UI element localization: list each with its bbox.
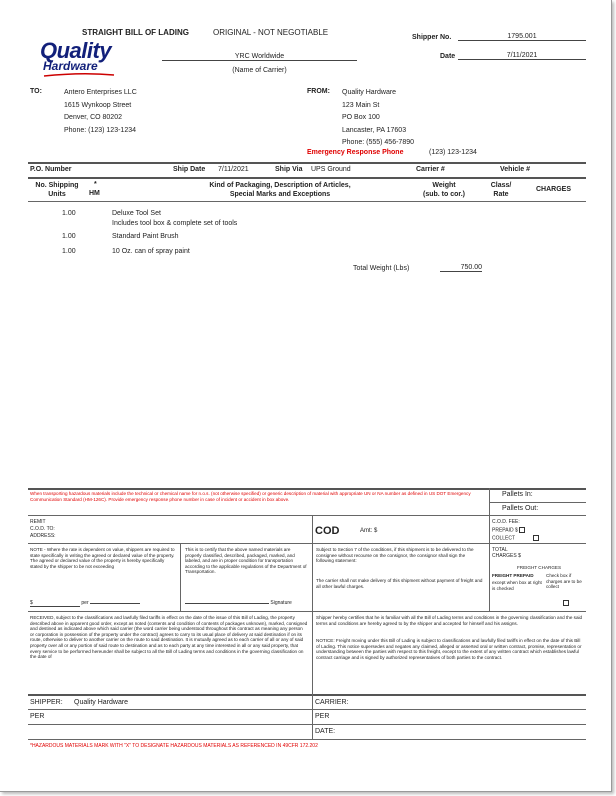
carrier-sign-label: CARRIER:	[315, 699, 349, 706]
signature-label: Signature	[270, 600, 292, 606]
carrier-caption: (Name of Carrier)	[232, 67, 287, 74]
cod-collect-option[interactable]	[492, 535, 539, 541]
cod-prepaid-option[interactable]	[492, 527, 525, 533]
logo-word-hardware: Hardware	[43, 59, 98, 73]
to-line: Phone: (123) 123-1234	[64, 126, 136, 134]
remit-label: REMIT	[30, 519, 46, 525]
prepaid-label: PREPAID $	[492, 527, 518, 534]
section-7-note: Subject to Section 7 of the conditions, if this shipment is to be delivered to the consignee without recourse on the consignor, the consignor shall sign the following statement:	[316, 547, 474, 564]
row-units: 1.00	[62, 248, 76, 255]
col-charges: CHARGES	[536, 186, 572, 193]
to-label: TO:	[30, 88, 42, 95]
cod-fee-label: C.O.D. FEE:	[492, 519, 520, 525]
po-number-label: P.O. Number	[30, 166, 72, 173]
ship-via-label: Ship Via	[275, 166, 303, 173]
document-title: STRAIGHT BILL OF LADING	[82, 28, 189, 37]
collect-charges-note: Check box if charges are to be collect	[546, 573, 582, 590]
row-description: Deluxe Tool Set	[112, 210, 161, 217]
col-hazmat-star: *	[94, 181, 97, 188]
ship-date-label: Ship Date	[173, 166, 206, 173]
row-units: 1.00	[62, 233, 76, 240]
pallets-out-label: Pallets Out:	[502, 505, 539, 512]
from-address	[342, 87, 414, 150]
certification-note: This is to certify that the above named materials are properly classified, described, packaged, marked, and labeled, and are in proper condition for transportation according to the applicable regulations of the Department of Transportation.	[185, 547, 307, 575]
date-label: Date	[440, 53, 456, 60]
cod-to-label: C.O.D. TO:	[30, 526, 55, 532]
from-line: Quality Hardware	[342, 89, 397, 96]
declared-value-fields: $ per	[30, 600, 140, 607]
hazmat-instructions: When transporting hazardous materials include the technical or chemical name for n.o.s. (not otherwise specified) or generic description of material with appropriate UN or NA number as defined in US DOT Emergency Communication Standard (HM-126C). Provide emergency response phone number in case of incident or accident in box above.	[30, 491, 471, 502]
from-line: PO Box 100	[342, 114, 380, 121]
shipper-certification: Shipper hereby certifies that he is familiar with all the Bill of Lading terms and conditions in the governing classification and the said terms and conditions are hereby agreed to by the shipper and accepted for himself and his assigns.	[316, 615, 583, 626]
collect-checkbox[interactable]	[533, 535, 539, 541]
col-shipping-units: No. Shipping Units	[35, 182, 79, 198]
shipper-sign-label: SHIPPER:	[30, 699, 63, 706]
carrier-number-label: Carrier #	[416, 166, 445, 173]
date-value: 7/11/2021	[458, 52, 586, 60]
document-subtitle: ORIGINAL - NOT NEGOTIABLE	[213, 28, 329, 37]
to-line: Antero Enterprises LLC	[64, 89, 137, 96]
shipper-sign-value: Quality Hardware	[74, 699, 129, 706]
total-weight-label: Total Weight (Lbs)	[353, 265, 410, 272]
freight-collect-checkbox[interactable]	[563, 600, 569, 606]
carrier-per-label: PER	[315, 713, 330, 720]
row-description: 10 Oz. can of spray paint	[112, 248, 190, 255]
emergency-phone-value: (123) 123-1234	[429, 149, 477, 156]
ship-date-value: 7/11/2021	[218, 166, 249, 173]
row-units: 1.00	[62, 210, 76, 217]
ship-via-value: UPS Ground	[311, 166, 351, 173]
shipper-per-label: PER	[30, 713, 45, 720]
to-line: 1615 Wynkoop Street	[64, 101, 132, 109]
declared-value-note: NOTE - Where the rate is dependent on value, shippers are required to state specifically in writing the agreed or declared value of the property. The agreed or declared value of the property is hereby specifically stated by the shipper to be not exceeding	[30, 547, 175, 569]
per-label: per	[81, 600, 89, 606]
col-hm: HM	[89, 190, 100, 197]
freight-notice: NOTICE: Freight moving under this Bill of Lading is subject to classifications and lawfully filed tariffs in effect on the date of this Bill of Lading. This notice supersedes and negates any claimed, alleged or asserted oral or written contract, promise, representation or understanding between the parties with respect to this freight, except to the extent of any written contract which establishes lawful contract carriage and is signed by authorized representatives of both parties to the contract.	[316, 638, 582, 660]
emergency-phone-label: Emergency Response Phone	[307, 149, 404, 156]
shipper-no-label: Shipper No.	[412, 34, 452, 41]
col-class-rate: Class/ Rate	[490, 182, 512, 198]
collect-label: COLLECT	[492, 535, 515, 542]
cod-amount-label: Amt: $	[360, 528, 378, 534]
from-label: FROM:	[307, 88, 330, 95]
shipper-no-value: 1795.001	[458, 33, 586, 41]
col-weight: Weight (sub. to cor.)	[423, 182, 465, 198]
logo-word-quality: Quality	[40, 38, 112, 63]
from-line: Phone: (555) 456-7890	[342, 139, 414, 146]
signature-field[interactable]	[185, 600, 292, 606]
freight-charges-label: FREIGHT CHARGES	[516, 565, 562, 570]
total-charges-label: TOTAL CHARGES $	[492, 547, 521, 559]
from-line: Lancaster, PA 17603	[342, 126, 407, 134]
to-line: Denver, CO 80202	[64, 114, 122, 121]
freight-prepaid-label: FREIGHT PREPAID	[492, 573, 534, 578]
address-label: ADDRESS:	[30, 533, 56, 539]
row-description: Standard Paint Brush	[112, 233, 179, 240]
prepaid-checkbox[interactable]	[519, 527, 525, 533]
pallets-in-label: Pallets In:	[502, 491, 533, 498]
from-line: 123 Main St	[342, 101, 380, 109]
row-description-detail: Includes tool box & complete set of tools	[112, 220, 238, 227]
carrier-name: YRC Worldwide	[162, 53, 357, 61]
col-description: Kind of Packaging, Description of Articles, Special Marks and Exceptions	[209, 182, 351, 198]
hazmat-marking-note: *HAZARDOUS MATERIALS MARK WITH "X" TO DESIGNATE HAZARDOUS MATERIALS AS REFERENCED IN 49CFR 172.202	[30, 743, 318, 749]
total-weight-value: 750.00	[440, 264, 482, 272]
to-address	[64, 87, 137, 137]
company-logo	[40, 38, 116, 78]
freight-prepaid-explanation: except when box at right is checked	[492, 580, 542, 591]
section-7-statement: The carrier shall not make delivery of this shipment without payment of freight and all other lawful charges.	[316, 578, 483, 589]
cod-label: COD	[315, 525, 340, 537]
vehicle-number-label: Vehicle #	[500, 166, 530, 173]
received-terms: RECEIVED, subject to the classifications and lawfully filed tariffs in effect on the date of the issue of this Bill of Lading, the property described above in apparent good order, except as noted (contents and condition of contents of packages unknown), marked, consigned and destined as indicated above which said carrier (the word carrier being understood throughout this contract as meaning any person or corporation in possession of the property under the contract) agrees to carry to its usual place of delivery at said destination if on its route, otherwise to deliver to another carrier on the route to said destination. It is mutually agreed as to each carrier of all or any of said property over all or any portion of said route to destination and as to each party at any time interested in all or any said property, that every service to be performed hereunder shall be subject to all the Bill of Lading terms and conditions in the governing classification on the date of	[30, 615, 308, 660]
carrier-date-label: DATE:	[315, 728, 336, 735]
